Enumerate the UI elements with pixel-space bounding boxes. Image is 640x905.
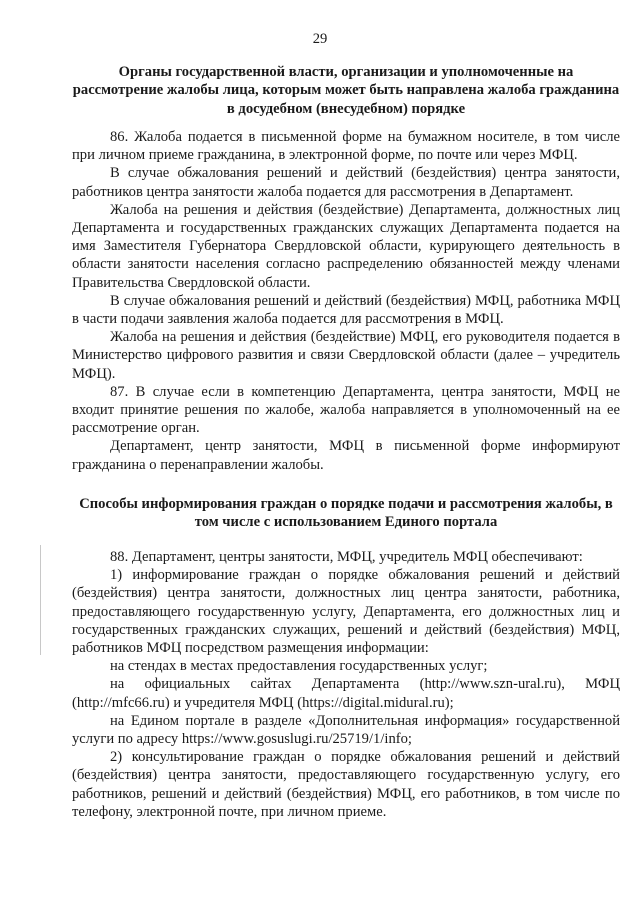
paragraph: 88. Департамент, центры занятости, МФЦ, учредитель МФЦ обеспечивают:: [110, 549, 583, 565]
paragraph: 2) консультирование граждан о порядке обжалования решений и действий (бездействия) центра занятости, предоставляющего государственную услугу, его работников, решений и действий (бездействия) МФЦ, его работников, в том числе по телефону, электронной почте, при личном приеме.: [72, 749, 620, 820]
paragraph: Жалоба на решения и действия (бездействие) МФЦ, его руководителя подается в Министерство цифрового развития и связи Свердловской области (далее – учредитель МФЦ).: [72, 329, 620, 382]
paragraph: В случае обжалования решений и действий (бездействия) МФЦ, работника МФЦ в части подачи заявления жалоба подается для рассмотрения в МФЦ.: [72, 292, 620, 328]
paragraph: 86. Жалоба подается в письменной форме на бумажном носителе, в том числе при личном приеме гражданина, в электронной форме, по почте или через МФЦ.: [72, 129, 620, 164]
paragraph: на стендах в местах предоставления государственных услуг;: [110, 658, 488, 675]
paragraph: на официальных сайтах Департамента (http://www.szn-ural.ru), МФЦ (http://mfc66.ru) и учредителя МФЦ (https://digital.midural.ru);: [72, 676, 620, 711]
paragraph: 1) информирование граждан о порядке обжалования решений и действий (бездействия) центра занятости, должностных лиц центра занятости, работника, предоставляющего государственную услугу, Департамента, его должностных лиц и государственных гражданских служащих, решений и действий (бездействия) МФЦ, работников МФЦ посредством размещения информации:: [72, 567, 620, 657]
paragraph: Департамент, центр занятости, МФЦ в письменной форме информируют гражданина о перенаправлении жалобы.: [72, 438, 620, 473]
paragraph: В случае обжалования решений и действий (бездействия) центра занятости, работников центра занятости жалоба подается для рассмотрения в Департамент.: [72, 165, 620, 200]
paragraph: Жалоба на решения и действия (бездействие) Департамента, должностных лиц Департамента и государственных гражданских служащих Департамента подается на имя Заместителя Губернатора Свердловской области, курирующего деятельность в области занятости населения согласно распределению обязанностей между членами Правительства Свердловской области.: [72, 201, 620, 291]
paragraph: 87. В случае если в компетенцию Департамента, центра занятости, МФЦ не входит принятие решения по жалобе, жалоба направляется в уполномоченный на ее рассмотрение орган.: [72, 383, 620, 437]
section-heading-informing-methods: Способы информирования граждан о порядке подачи и рассмотрения жалобы, в том числе с использованием Единого портала: [79, 496, 613, 531]
paragraph: на Едином портале в разделе «Дополнительная информация» государственной услуги по адресу https://www.gosuslugi.ru/25719/1/info;: [72, 712, 620, 748]
scan-artifact-line: [40, 545, 41, 655]
section-body-informing-methods: [72, 548, 620, 821]
section-body-complaint-bodies: [72, 128, 620, 474]
section-heading-complaint-bodies: Органы государственной власти, организации и уполномоченные на рассмотрение жалобы лица, которым может быть направлена жалоба гражданина в досудебном (внесудебном) порядке: [72, 64, 620, 117]
page-number: 29: [312, 31, 328, 47]
